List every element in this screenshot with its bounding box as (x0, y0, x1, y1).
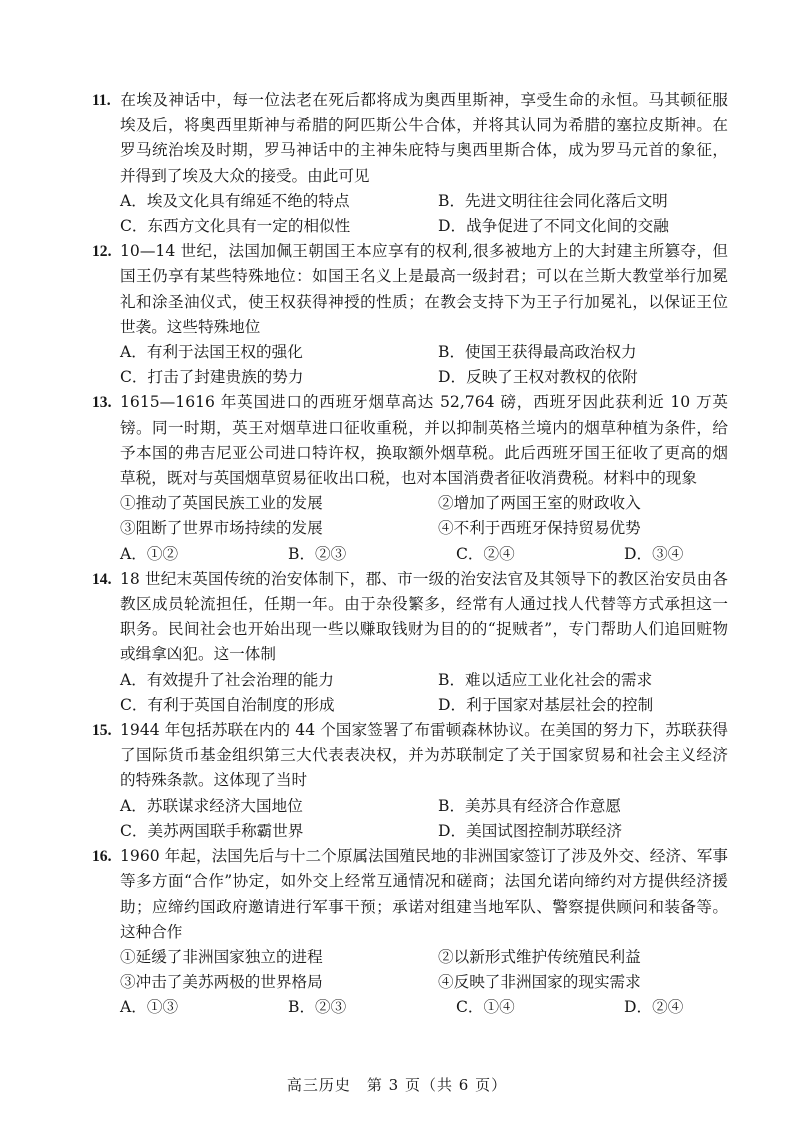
statement-4: ④反映了非洲国家的现实需求 (438, 973, 641, 992)
question-stem (92, 844, 728, 945)
question-stem (92, 718, 728, 794)
statement-3: ③冲击了美苏两极的世界格局 (120, 973, 323, 992)
answer-options (92, 189, 728, 239)
option-b: B．难以适应工业化社会的需求 (438, 670, 653, 689)
option-a: A．①③ (120, 998, 179, 1017)
option-b: B．美苏具有经济合作意愿 (438, 796, 621, 815)
statement-2: ②以新形式维护传统殖民利益 (438, 947, 641, 966)
question-16 (92, 844, 728, 1020)
option-b: B．②③ (288, 998, 347, 1017)
option-c: C．有利于英国自治制度的形成 (120, 695, 335, 714)
statement-list (92, 491, 728, 541)
option-d: D．利于国家对基层社会的控制 (438, 695, 654, 714)
question-stem (92, 239, 728, 340)
option-d: D．战争促进了不同文化间的交融 (438, 217, 669, 236)
option-b: B．使国王获得最高政治权力 (438, 343, 637, 362)
option-b: B．②③ (288, 544, 347, 563)
question-stem (92, 390, 728, 491)
question-stem (92, 567, 728, 668)
answer-options (92, 542, 728, 567)
answer-options (92, 794, 728, 844)
question-stem (92, 88, 728, 189)
option-b: B．先进文明往往会同化落后文明 (438, 191, 668, 210)
question-12 (92, 239, 728, 390)
option-c: C．打击了封建贵族的势力 (120, 368, 304, 387)
option-d: D．美国试图控制苏联经济 (438, 821, 623, 840)
question-stem-text: 10—14 世纪，法国加佩王朝国王本应享有的权利,很多被地方上的大封建主所篡夺，但国王仍享有某些特殊地位：如国王名义上是最高一级封君；可以在兰斯大教堂举行加冕礼和涂圣油仪式，使王权获得神授的性质；在教会支持下为王子行加冕礼，以保证王位世袭。这些特殊地位 (120, 242, 728, 336)
answer-options (92, 340, 728, 390)
statement-3: ③阻断了世界市场持续的发展 (120, 519, 323, 538)
option-a: A．苏联谋求经济大国地位 (120, 796, 303, 815)
question-14 (92, 567, 728, 718)
question-number: 14. (92, 570, 112, 588)
question-number: 15. (92, 722, 112, 740)
question-number: 13. (92, 394, 112, 412)
question-number: 11. (92, 92, 111, 109)
statement-2: ②增加了两国王室的财政收入 (438, 494, 641, 513)
option-a: A．①② (120, 544, 179, 563)
statement-1: ①延缓了非洲国家独立的进程 (120, 947, 323, 966)
question-stem-text: 1960 年起，法国先后与十二个原属法国殖民地的非洲国家签订了涉及外交、经济、军事等多方面“合作”协定，如外交上经常互通情况和磋商；法国允诺向缔约对方提供经济援助；应缔约国政府邀请进行军事干预；承诺对组建当地军队、警察提供顾问和装备等。这种合作 (120, 847, 728, 941)
page-footer: 高三历史 第 3 页（共 6 页） (286, 1076, 508, 1094)
question-stem-text: 1944 年包括苏联在内的 44 个国家签署了布雷顿森林协议。在美国的努力下，苏联获得了国际货币基金组织第三大代表表决权，并为苏联制定了关于国家贸易和社会主义经济的特殊条款。这体现了当时 (120, 721, 728, 790)
statement-list (92, 945, 728, 995)
option-c: C．美苏两国联手称霸世界 (120, 821, 304, 840)
option-c: C．①④ (456, 998, 515, 1017)
option-a: A．埃及文化具有绵延不绝的特点 (120, 191, 350, 210)
question-stem-text: 1615—1616 年英国进口的西班牙烟草高达 52,764 磅，西班牙因此获利近 10 万英镑。同一时期，英王对烟草进口征收重税，并以抑制英格兰境内的烟草种植为条件，给予本国的弗吉尼亚公司进口特许权，换取额外烟草税。此后西班牙国王征收了更高的烟草税，既对与英国烟草贸易征收出口税，也对本国消费者征收消费税。材料中的现象 (120, 393, 728, 488)
question-list (92, 88, 728, 1021)
option-a: A．有效提升了社会治理的能力 (120, 670, 334, 689)
question-number: 16. (92, 848, 112, 866)
statement-1: ①推动了英国民族工业的发展 (120, 494, 323, 513)
option-a: A．有利于法国王权的强化 (120, 343, 303, 362)
question-15 (92, 718, 728, 844)
question-11 (92, 88, 728, 239)
question-stem-text: 18 世纪末英国传统的治安体制下，郡、市一级的治安法官及其领导下的教区治安员由各教区成员轮流担任，任期一年。由于杂役繁多，经常有人通过找人代替等方式承担这一职务。民间社会也开始出现一些以赚取钱财为目的的“捉贼者”，专门帮助人们追回赃物或缉拿凶犯。这一体制 (120, 569, 728, 664)
option-d: D．③④ (624, 544, 684, 563)
answer-options (92, 995, 728, 1020)
question-stem-text: 在埃及神话中，每一位法老在死后都将成为奥西里斯神，享受生命的永恒。马其顿征服埃及后，将奥西里斯神与希腊的阿匹斯公牛合体，并将其认同为希腊的塞拉皮斯神。在罗马统治埃及时期，罗马神话中的主神朱庇特与奥西里斯合体，成为罗马元首的象征，并得到了埃及大众的接受。由此可见 (120, 91, 728, 185)
statement-4: ④不利于西班牙保持贸易优势 (438, 519, 641, 538)
question-number: 12. (92, 243, 112, 261)
question-13 (92, 390, 728, 566)
option-c: C．②④ (456, 544, 515, 563)
answer-options (92, 668, 728, 718)
option-c: C．东西方文化具有一定的相似性 (120, 217, 351, 236)
option-d: D．②④ (624, 998, 684, 1017)
option-d: D．反映了王权对教权的依附 (438, 368, 638, 387)
